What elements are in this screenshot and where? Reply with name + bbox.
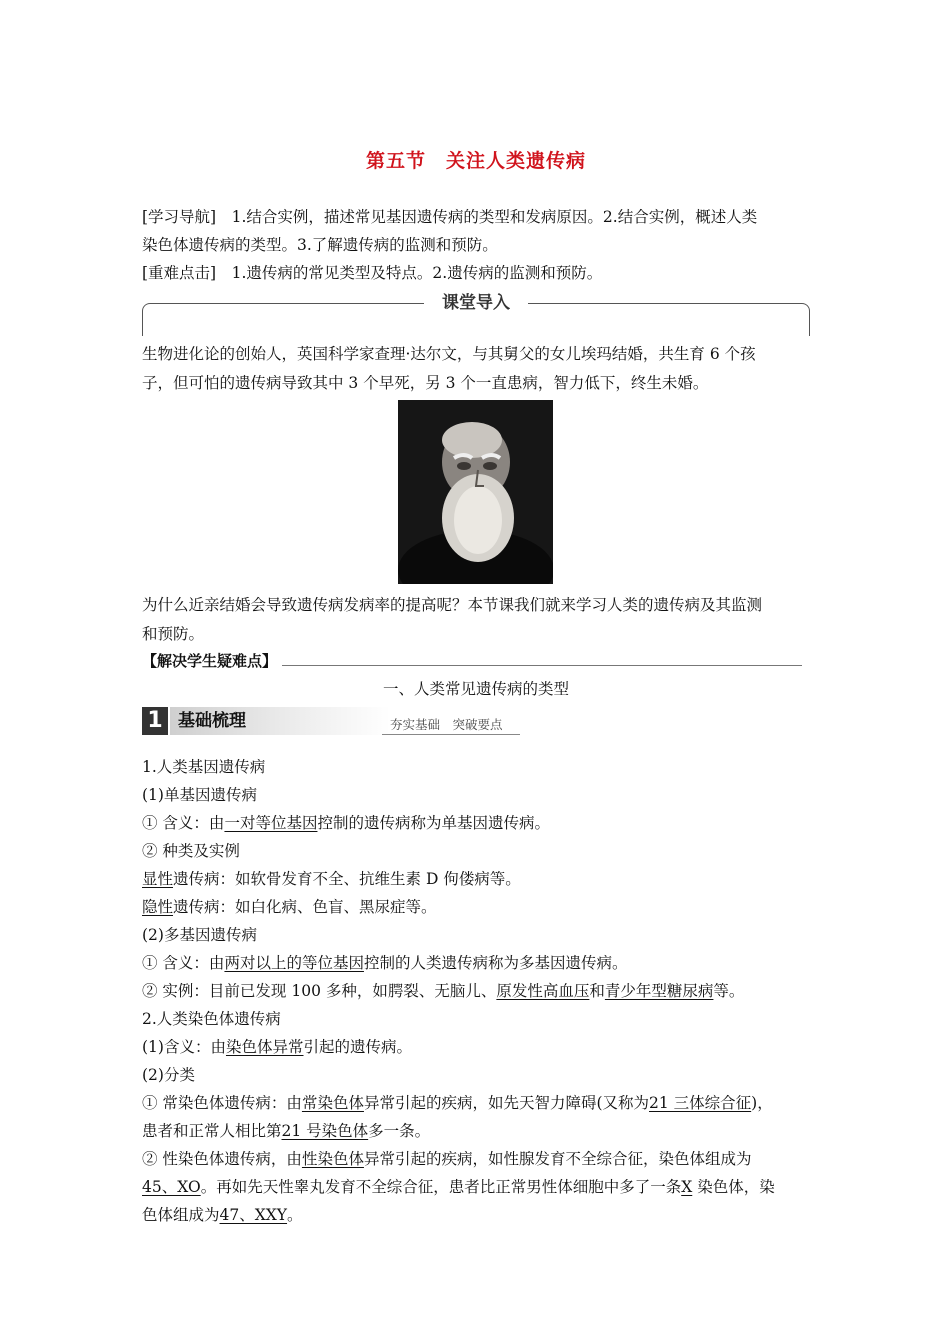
text: 异常引起的疾病，如先天智力障碍(又称为 — [363, 1094, 650, 1112]
answer-blank: 21 号染色体 — [281, 1122, 369, 1140]
intro-text — [142, 340, 810, 398]
learning-guide — [142, 203, 810, 259]
answer-blank: 常染色体 — [301, 1094, 364, 1112]
band-underline — [382, 734, 520, 735]
text: 控制的遗传病称为单基因遗传病。 — [317, 814, 550, 832]
text: ① 含义：由 — [142, 954, 225, 972]
guide-label: [学习导航] — [142, 208, 217, 226]
sex-chromosome-disease — [142, 1145, 810, 1173]
text: 遗传病：如软骨发育不全、抗维生素 D 佝偻病等。 — [173, 870, 521, 888]
autosomal-disease — [142, 1089, 810, 1117]
answer-blank: 青少年型糖尿病 — [604, 982, 714, 1000]
text: 染色体，染 — [692, 1178, 775, 1196]
text: 遗传病：如白化病、色盲、黑尿症等。 — [173, 898, 437, 916]
answer-blank: 隐性 — [142, 898, 174, 916]
intro-label: 课堂导入 — [424, 291, 528, 315]
text: ② 实例：目前已发现 100 多种，如腭裂、无脑儿、 — [142, 982, 497, 1000]
text: ① 常染色体遗传病：由 — [142, 1094, 302, 1112]
portrait-illustration — [398, 400, 553, 584]
key-label: [重难点击] — [142, 264, 217, 282]
guide-line2: 染色体遗传病的类型。3.了解遗传病的监测和预防。 — [142, 236, 498, 254]
basics-band — [142, 707, 520, 735]
intro-line2: 子，但可怕的遗传病导致其中 3 个早死，另 3 个一直患病，智力低下，终生未婚。 — [142, 374, 709, 392]
solve-divider — [282, 665, 802, 666]
text: ② 性染色体遗传病，由 — [142, 1150, 302, 1168]
text: 等。 — [713, 982, 745, 1000]
intro-question — [142, 591, 810, 649]
answer-blank: 原发性高血压 — [496, 982, 590, 1000]
autosomal-detail — [142, 1117, 810, 1145]
solve-label: 【解决学生疑难点】 — [142, 652, 278, 670]
text: 控制的人类遗传病称为多基因遗传病。 — [363, 954, 628, 972]
text: 患者和正常人相比第 — [142, 1122, 282, 1140]
text: 引起的遗传病。 — [303, 1038, 412, 1056]
recessive-examples — [142, 893, 810, 921]
single-gene-definition — [142, 809, 810, 837]
page-title: 第五节 关注人类遗传病 — [365, 150, 586, 172]
answer-blank: X — [681, 1178, 693, 1196]
key-text: 1.遗传病的常见类型及特点。2.遗传病的监测和预防。 — [216, 264, 603, 282]
heading-single-gene: (1)单基因遗传病 — [142, 786, 257, 804]
heading-gene-disease: 1.人类基因遗传病 — [142, 758, 266, 776]
answer-blank: 一对等位基因 — [224, 814, 318, 832]
guide-line1: 1.结合实例，描述常见基因遗传病的类型和发病原因。2.结合实例，概述人类 — [216, 208, 758, 226]
text: (1)含义：由 — [142, 1038, 226, 1056]
text: 多一条。 — [368, 1122, 431, 1140]
key-points — [142, 259, 810, 287]
answer-blank: 显性 — [142, 870, 174, 888]
sex-chromosome-karyotype — [142, 1201, 810, 1229]
band-title: 基础梳理 — [170, 707, 272, 735]
question-line1: 为什么近亲结婚会导致遗传病发病率的提高呢？本节课我们就来学习人类的遗传病及其监测 — [142, 596, 763, 614]
types-examples: ② 种类及实例 — [142, 842, 240, 860]
band-fade — [272, 707, 390, 735]
text: ① 含义：由 — [142, 814, 225, 832]
band-number: 1 — [142, 707, 168, 735]
intro-line1: 生物进化论的创始人，英国科学家查理·达尔文，与其舅父的女儿埃玛结婚，共生育 6 个孩 — [142, 345, 756, 363]
text: 异常引起的疾病，如性腺发育不全综合征，染色体组成为 — [363, 1150, 752, 1168]
heading-chromosome-disease: 2.人类染色体遗传病 — [142, 1010, 281, 1028]
text: 。 — [287, 1206, 303, 1224]
answer-blank: 染色体异常 — [225, 1038, 304, 1056]
answer-blank: 45、XO — [142, 1178, 201, 1196]
text: 和 — [589, 982, 605, 1000]
multi-gene-definition — [142, 949, 810, 977]
answer-blank: 21 三体综合征 — [649, 1094, 752, 1112]
question-line2: 和预防。 — [142, 625, 205, 643]
classification: (2)分类 — [142, 1066, 195, 1084]
answer-blank: 性染色体 — [301, 1150, 364, 1168]
section-title: 一、人类常见遗传病的类型 — [382, 680, 569, 698]
intro-box — [142, 293, 810, 336]
multi-gene-examples — [142, 977, 810, 1005]
content-body — [142, 753, 810, 1229]
chromosome-definition — [142, 1033, 810, 1061]
heading-multi-gene: (2)多基因遗传病 — [142, 926, 257, 944]
dominant-examples — [142, 865, 810, 893]
text: )， — [751, 1094, 773, 1112]
answer-blank: 47、XXY — [219, 1206, 288, 1224]
portrait-photo — [398, 400, 553, 584]
sex-chromosome-detail — [142, 1173, 810, 1201]
text: 色体组成为 — [142, 1206, 220, 1224]
band-subtitle: 夯实基础 突破要点 — [390, 717, 503, 732]
answer-blank: 两对以上的等位基因 — [224, 954, 364, 972]
text: 。再如先天性睾丸发育不全综合征，患者比正常男性体细胞中多了一条 — [200, 1178, 682, 1196]
